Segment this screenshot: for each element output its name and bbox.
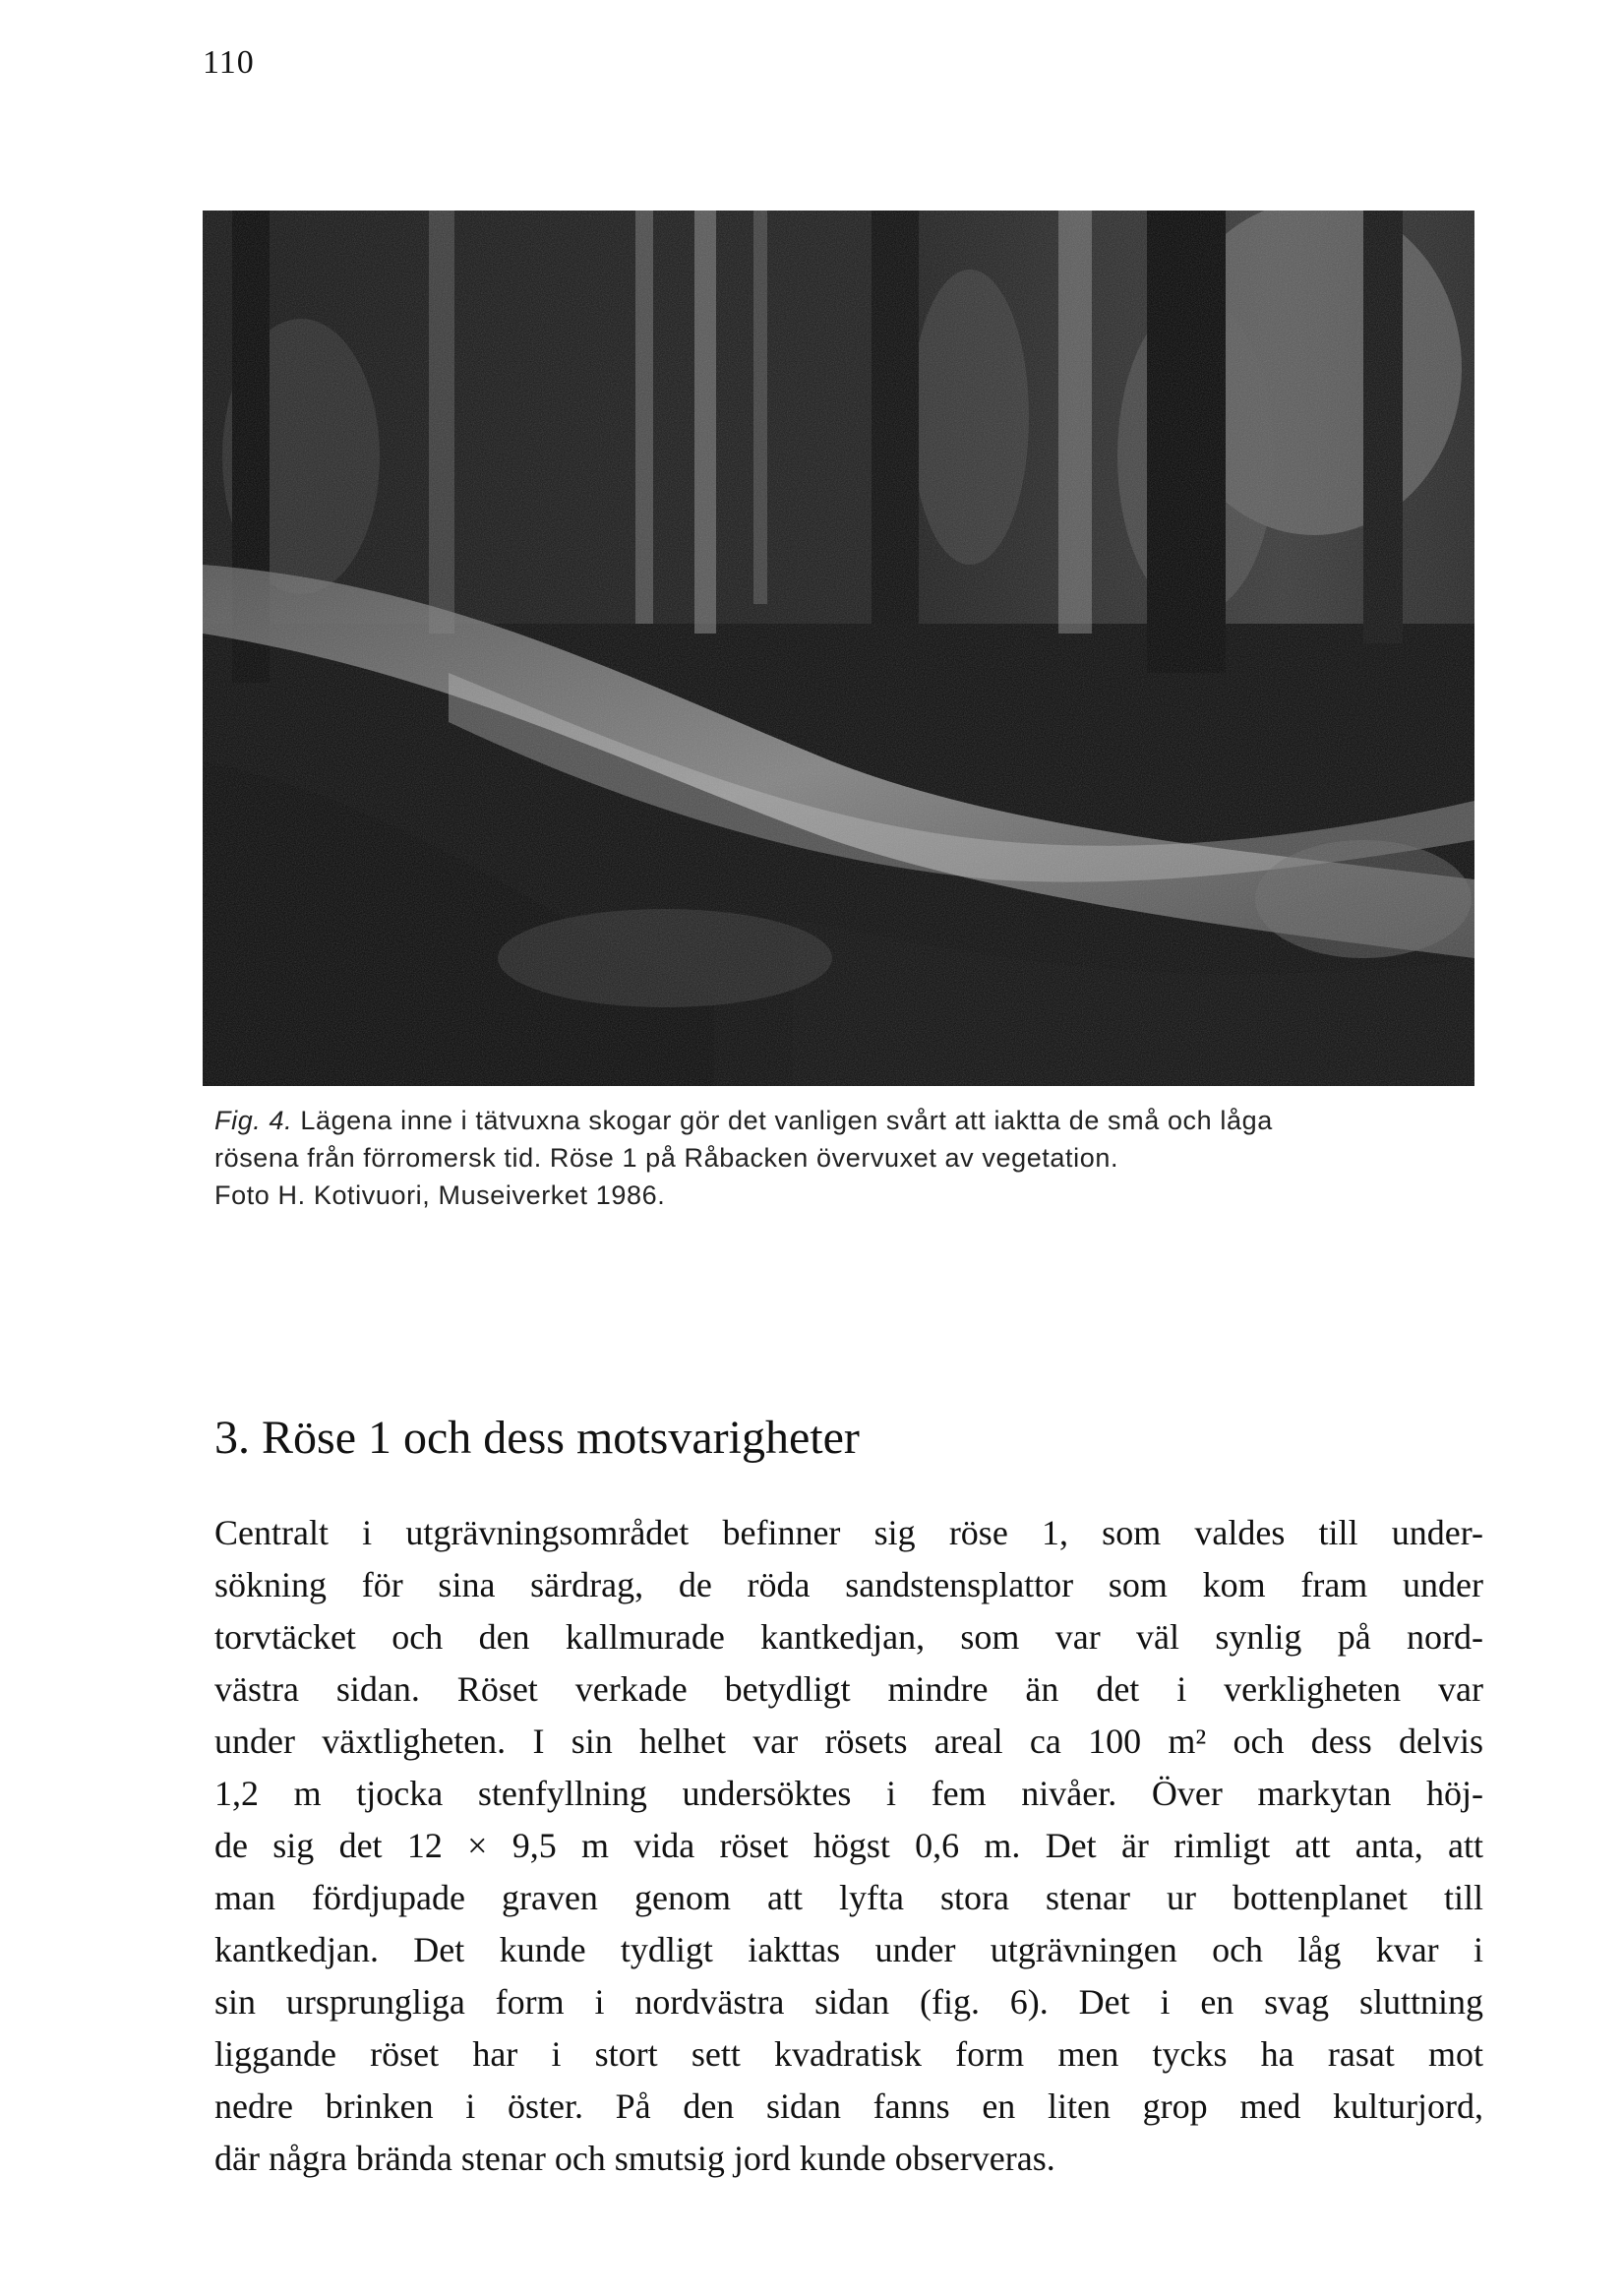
forest-photograph-image [203,211,1474,1086]
body-line: sin ursprungliga form i nordvästra sidan (fig. 6). Det i en svag sluttning [214,1982,1483,2022]
caption-line [214,1102,1483,1139]
body-line: man fördjupade graven genom att lyfta stora stenar ur bottenplanet till [214,1878,1483,1917]
forest-photograph [203,211,1474,1086]
body-line: kantkedjan. Det kunde tydligt iakttas under utgrävningen och låg kvar i [214,1930,1483,1969]
body-line: de sig det 12 × 9,5 m vida röset högst 0,6 m. Det är rimligt att anta, att [214,1826,1483,1865]
body-line: under växtligheten. I sin helhet var rösets areal ca 100 m² och dess delvis [214,1722,1483,1761]
body-line: sökning för sina särdrag, de röda sandstensplattor som kom fram under [214,1565,1483,1604]
caption-line: rösena från förromersk tid. Röse 1 på Råbacken övervuxet av vegetation. [214,1143,1119,1173]
body-line: torvtäcket och den kallmurade kantkedjan, som var väl synlig på nord- [214,1617,1483,1657]
body-line: västra sidan. Röset verkade betydligt mindre än det i verkligheten var [214,1669,1483,1709]
body-line: där några brända stenar och smutsig jord kunde observeras. [214,2139,1055,2178]
figure-caption [214,1102,1483,1214]
body-line: 1,2 m tjocka stenfyllning undersöktes i fem nivåer. Över markytan höj- [214,1774,1483,1813]
figure-label: Fig. 4. [214,1106,293,1135]
body-line: liggande röset har i stort sett kvadratisk form men tycks ha rasat mot [214,2034,1483,2074]
caption-text: Lägena inne i tätvuxna skogar gör det vanligen svårt att iaktta de små och låga [292,1106,1273,1135]
page-number: 110 [203,44,255,81]
caption-credit: Foto H. Kotivuori, Museiverket 1986. [214,1180,666,1210]
section-heading: 3. Röse 1 och dess motsvarigheter [214,1412,860,1464]
body-line: Centralt i utgrävningsområdet befinner sig röse 1, som valdes till under- [214,1513,1483,1552]
body-line: nedre brinken i öster. På den sidan fanns en liten grop med kulturjord, [214,2086,1483,2126]
section-body [214,1507,1483,2185]
